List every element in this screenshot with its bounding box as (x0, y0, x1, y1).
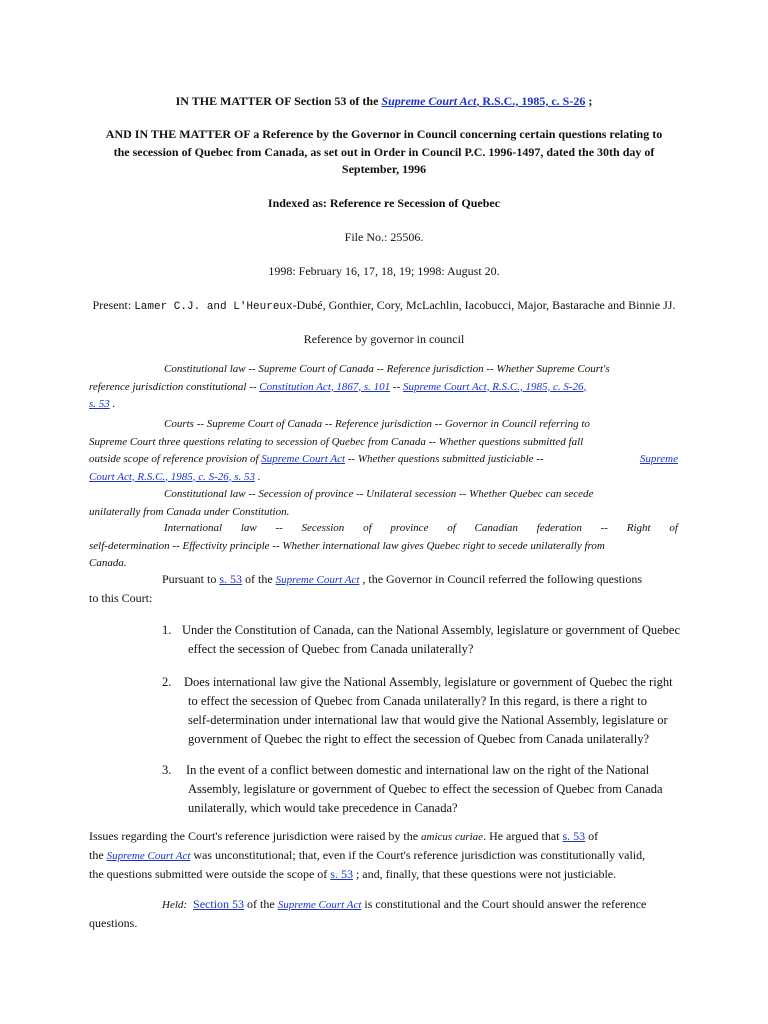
title-line-3: the secession of Quebec from Canada, as set out in Order in Council P.C. 1996-1497, dated the 30th day of (113, 145, 655, 159)
question-2 (162, 673, 682, 749)
question-3 (162, 761, 682, 818)
hearing-dates: 1998: February 16, 17, 18, 19; 1998: August 20. (268, 264, 500, 278)
present-judges (0, 298, 768, 313)
headnote-2-text-2: -- Whether questions submitted justiciable -- (345, 453, 544, 465)
title-line-4: September, 1996 (341, 162, 427, 176)
issues-paragraph (89, 827, 679, 883)
headnote-4-word: federation (536, 522, 582, 534)
constitution-act-link[interactable]: Constitution Act, 1867, s. 101 (259, 380, 391, 393)
headnote-1-sep: -- (390, 380, 403, 393)
supreme-court-act-link-2[interactable]: Supreme (639, 453, 678, 465)
supreme-court-act-s53-link[interactable]: Court Act, R.S.C., 1985, c. S-26, s. 53 (89, 470, 256, 483)
s53-link[interactable]: s. 53 (89, 398, 110, 410)
title-end: ; (585, 94, 593, 108)
issues-text-6: the questions submitted were outside the scope of (89, 867, 331, 881)
title-text: IN THE MATTER OF Section 53 of the (175, 94, 382, 108)
question-3-number: 3. (162, 763, 172, 777)
question-2-line-a: Does international law give the National Assembly, legislature or government of Quebec the right (184, 675, 673, 689)
headnote-4-line-c: Canada. (89, 557, 127, 569)
question-1-line-a: Under the Constitution of Canada, can the National Assembly, legislature or government of Quebec (182, 623, 681, 637)
question-2-number: 2. (162, 675, 172, 689)
issues-text-7: ; and, finally, that these questions were not justiciable. (352, 867, 617, 881)
held-text: of the (244, 897, 278, 911)
question-3-line-b: Assembly, legislature or government of Quebec to effect the secession of Quebec from Canada (188, 782, 663, 796)
headnote-4-word: -- (600, 522, 608, 534)
supreme-court-act-link[interactable]: Supreme Court Act (277, 899, 362, 911)
headnote-4-word: International (164, 522, 223, 534)
question-1-line-b: effect the secession of Quebec from Canada unilaterally? (188, 642, 474, 656)
headnote-4-word: of (669, 522, 678, 534)
reference-type: Reference by governor in council (303, 332, 465, 346)
pursuant-paragraph (89, 570, 678, 607)
headnote-4-word: of (447, 522, 456, 534)
headnote-4-word: of (363, 522, 372, 534)
question-3-line-c: unilaterally, which would take precedence in Canada? (188, 801, 458, 815)
supreme-court-act-link[interactable]: Supreme Court Act (106, 850, 191, 862)
indexed-as: Indexed as: Reference re Secession of Quebec (267, 196, 501, 210)
s53-link[interactable]: s. 53 (219, 572, 243, 586)
held-paragraph (89, 895, 679, 932)
headnote-2-line-a: Courts -- Supreme Court of Canada -- Reference jurisdiction -- Governor in Council referring to (164, 418, 590, 430)
pursuant-text-4: to this Court: (89, 591, 153, 605)
question-1 (162, 621, 682, 659)
rsc-citation-link[interactable]: , R.S.C., 1985, c. S-26 (476, 94, 586, 108)
headnote-4-word: -- (275, 522, 283, 534)
headnote-4-word: province (390, 522, 429, 534)
question-2-line-d: government of Quebec the right to effect the secession of Quebec from Canada unilaterally? (188, 732, 650, 746)
headnote-3-line-a: Constitutional law -- Secession of province -- Unilateral secession -- Whether Quebec can secede (164, 488, 594, 500)
question-1-number: 1. (162, 623, 172, 637)
headnote-2-line-b: Supreme Court three questions relating to secession of Quebec from Canada -- Whether questions submitted fall (89, 435, 584, 448)
present-judges-rest: -Dubé, Gonthier, Cory, McLachlin, Iacobucci, Major, Bastarache and Binnie JJ. (292, 298, 676, 312)
question-2-line-b: to effect the secession of Quebec from Canada unilaterally? In this regard, is there a right to (188, 694, 647, 708)
present-judges-first: Lamer C.J. and L'Heureux (134, 301, 293, 313)
pursuant-text-3: , the Governor in Council referred the following questions (359, 572, 642, 586)
s53-link[interactable]: s. 53 (330, 867, 353, 881)
headnote-4-line-a (89, 520, 678, 538)
headnote-4-word: Secession (301, 522, 345, 534)
question-3-line-a: In the event of a conflict between domestic and international law on the right of the National (186, 763, 650, 777)
title-line-1 (0, 94, 768, 109)
headnote-3 (89, 486, 678, 521)
supreme-court-act-link[interactable]: Supreme Court Act (261, 453, 346, 465)
headnote-1 (89, 361, 678, 414)
issues-text-4: the (89, 848, 107, 862)
pursuant-text-2: of the (242, 572, 276, 586)
supreme-court-act-link[interactable]: Supreme Court Act (381, 94, 477, 108)
held-label: Held: (162, 899, 188, 911)
present-label: Present: (92, 298, 135, 312)
supreme-court-act-link[interactable]: Supreme Court Act (275, 574, 360, 586)
title-line-2: AND IN THE MATTER OF a Reference by the Governor in Council concerning certain questions relating to (105, 127, 663, 141)
issues-text-5: was unconstitutional; that, even if the Court's reference jurisdiction was constitutionally valid, (190, 848, 646, 862)
headnote-1-text: reference jurisdiction constitutional -- (89, 380, 260, 393)
file-number: File No.: 25506. (344, 230, 424, 244)
headnote-1-line-a: Constitutional law -- Supreme Court of Canada -- Reference jurisdiction -- Whether Supreme Court's (164, 363, 610, 375)
issues-text: Issues regarding the Court's reference jurisdiction were raised by the (89, 829, 422, 843)
pursuant-text: Pursuant to (162, 572, 220, 586)
headnote-4-word: Right (626, 522, 651, 534)
headnote-4-word: law (240, 522, 257, 534)
headnote-4 (89, 520, 678, 573)
held-text-2: is constitutional and the Court should answer the reference (361, 897, 647, 911)
headnote-3-line-b: unilaterally from Canada under Constitution. (89, 505, 290, 518)
headnote-2 (89, 416, 678, 486)
issues-text-3: of (585, 829, 599, 843)
section-53-link[interactable]: Section 53 (193, 897, 245, 911)
question-2-line-c: self-determination under international law that would give the National Assembly, legislature or (188, 713, 668, 727)
headnote-4-word: Canadian (474, 522, 518, 534)
supreme-court-act-citation-link[interactable]: Supreme Court Act, R.S.C., 1985, c. S-26, (402, 380, 587, 393)
headnote-2-end: . (255, 470, 261, 483)
headnote-2-text: outside scope of reference provision of (89, 453, 262, 465)
headnote-4-line-b: self-determination -- Effectivity principle -- Whether international law gives Quebec right to secede unilaterally from (89, 539, 605, 552)
amicus-curiae: amicus curiae (421, 831, 484, 843)
headnote-1-end: . (109, 398, 116, 410)
held-text-3: questions. (89, 916, 138, 930)
issues-text-2: . He argued that (483, 829, 563, 843)
s53-link[interactable]: s. 53 (562, 829, 586, 843)
